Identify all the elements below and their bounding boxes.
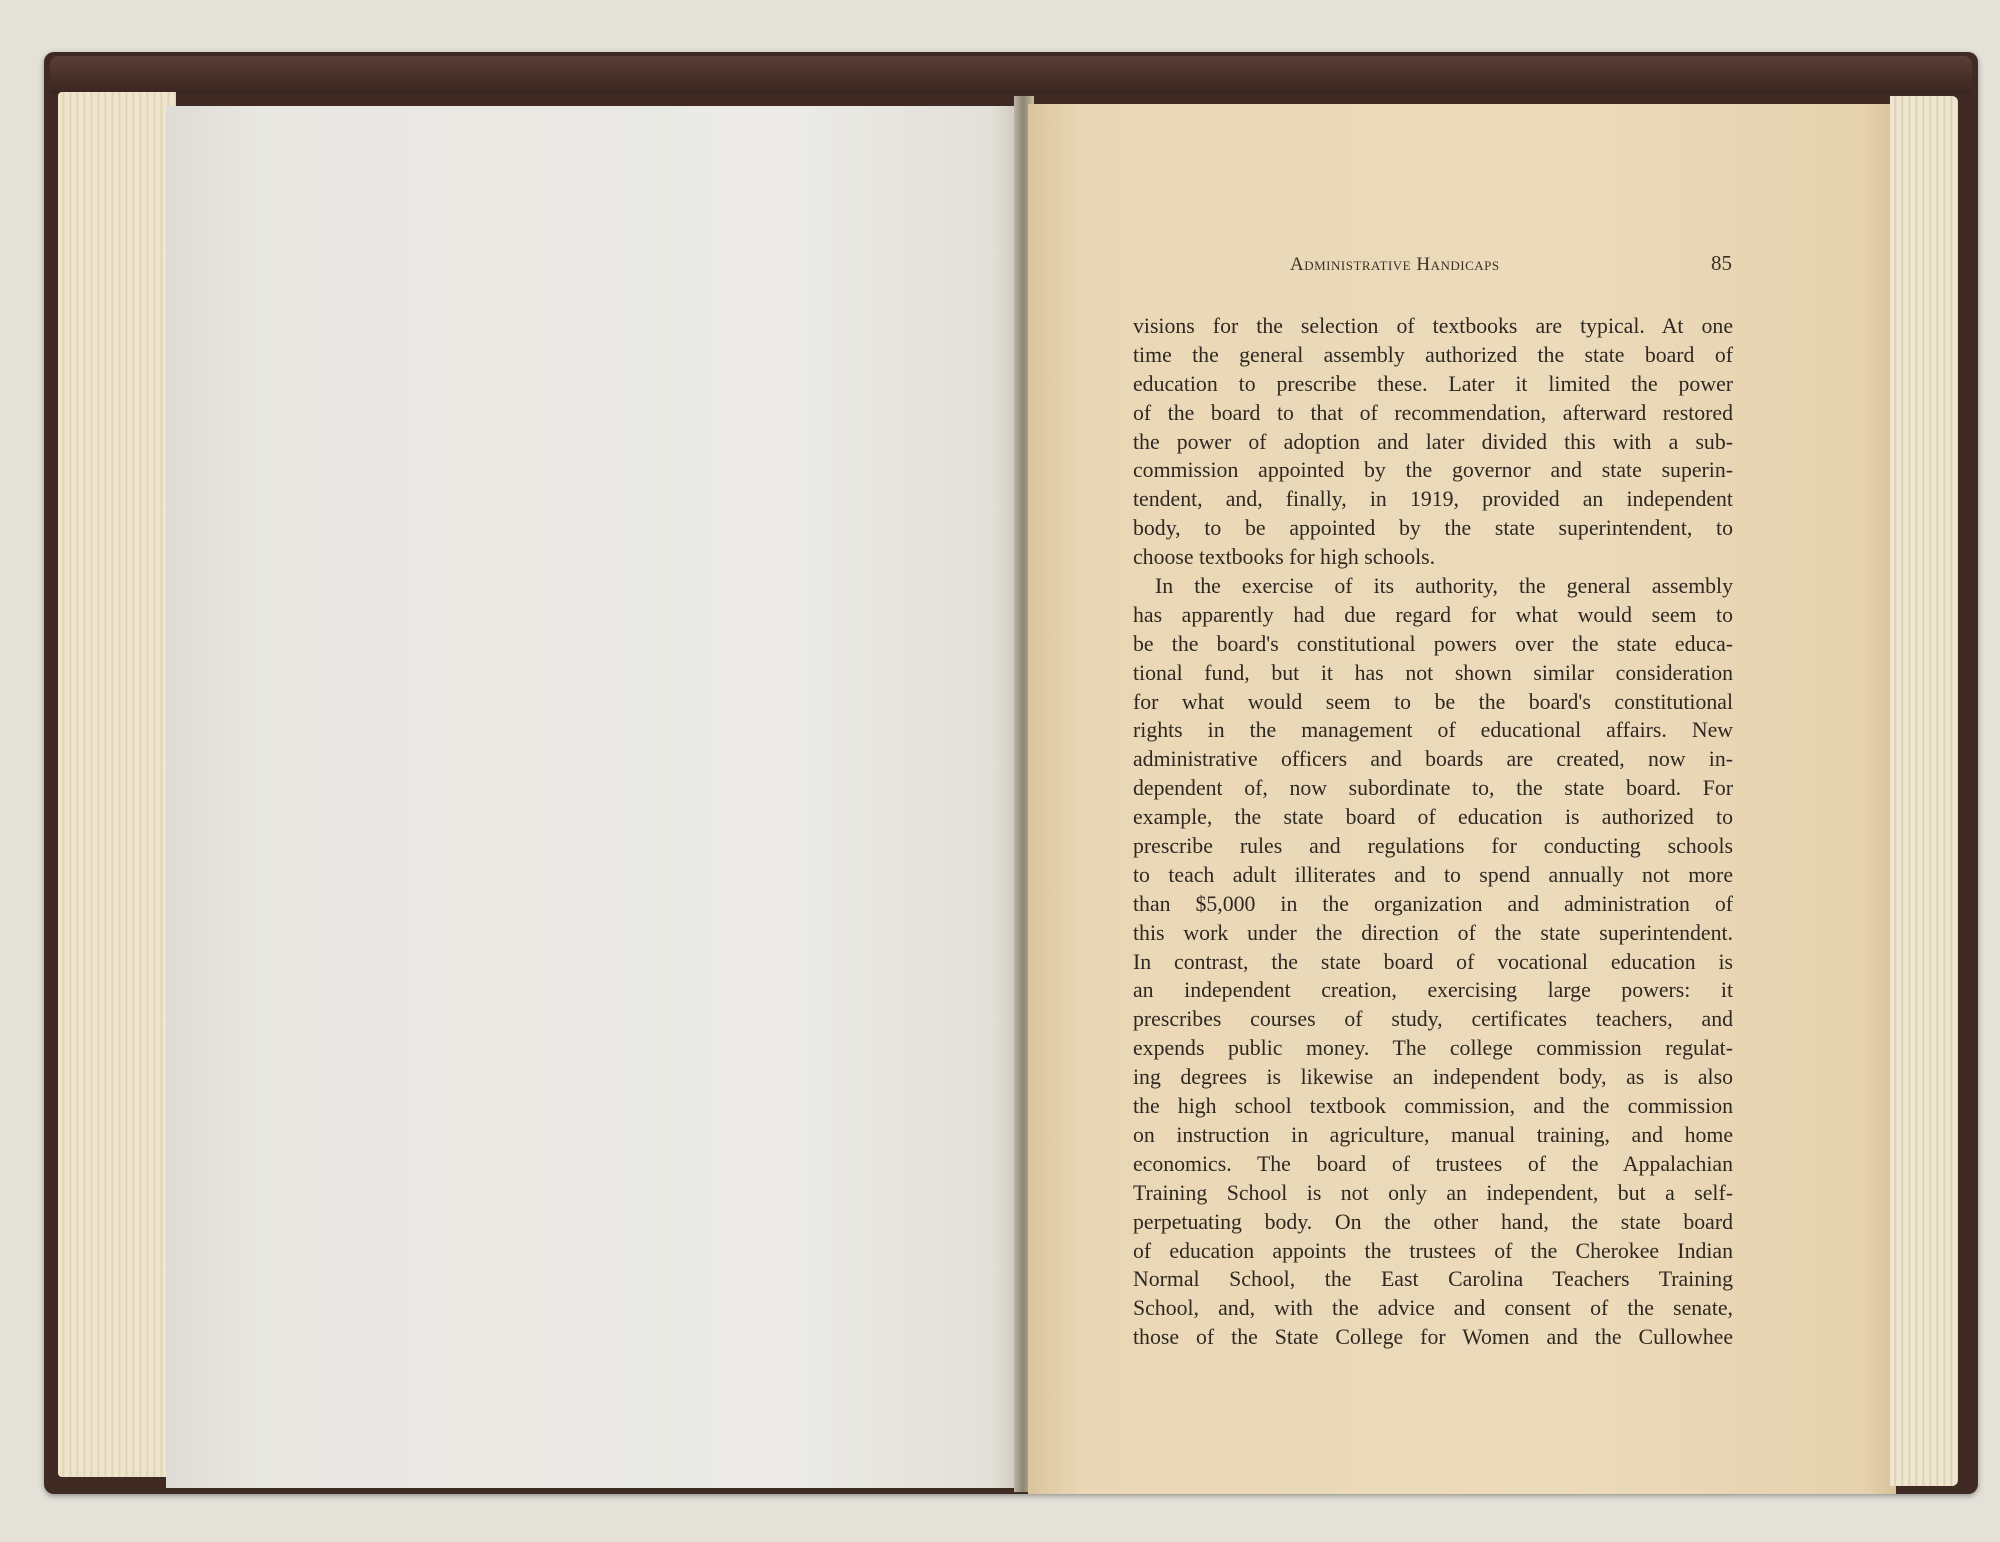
text-line: tendent, and, finally, in 1919, provided an independent bbox=[1133, 487, 1733, 512]
text-line: School, and, with the advice and consent of the senate, bbox=[1133, 1296, 1733, 1321]
text-line: to teach adult illiterates and to spend annually not more bbox=[1133, 862, 1733, 887]
text-line: administrative officers and boards are created, now in- bbox=[1133, 747, 1733, 772]
text-line: commission appointed by the governor and state superin- bbox=[1133, 458, 1733, 483]
page-number: 85 bbox=[1711, 251, 1732, 275]
left-page-stack bbox=[58, 92, 176, 1477]
book-cover-top-edge bbox=[50, 56, 1972, 94]
text-line: dependent of, now subordinate to, the state board. For bbox=[1133, 776, 1733, 801]
text-line: education to prescribe these. Later it limited the power bbox=[1133, 371, 1733, 396]
text-line: Training School is not only an independent, but a self- bbox=[1133, 1180, 1733, 1205]
text-line: this work under the direction of the state superintendent. bbox=[1133, 920, 1733, 945]
text-line: those of the State College for Women and the Cullowhee bbox=[1133, 1325, 1733, 1350]
text-line: an independent creation, exercising large powers: it bbox=[1133, 978, 1733, 1003]
text-line: the high school textbook commission, and the commission bbox=[1133, 1094, 1733, 1119]
text-line: has apparently had due regard for what would seem to bbox=[1133, 602, 1733, 627]
text-line: choose textbooks for high schools. bbox=[1133, 545, 1436, 570]
text-line: than $5,000 in the organization and administration of bbox=[1133, 891, 1733, 916]
text-line: on instruction in agriculture, manual training, and home bbox=[1133, 1122, 1733, 1147]
text-line: of education appoints the trustees of the Cherokee Indian bbox=[1133, 1238, 1733, 1263]
text-line: prescribe rules and regulations for conducting schools bbox=[1133, 834, 1733, 859]
text-line: for what would seem to be the board's constitutional bbox=[1133, 689, 1733, 714]
text-line: In the exercise of its authority, the general assembly bbox=[1155, 574, 1733, 599]
right-page-stack bbox=[1890, 96, 1958, 1486]
text-line: In contrast, the state board of vocational education is bbox=[1133, 949, 1733, 974]
body-text bbox=[1133, 312, 1733, 1352]
left-page-blank bbox=[166, 106, 1018, 1488]
text-line: prescribes courses of study, certificates teachers, and bbox=[1133, 1007, 1733, 1032]
text-line: the power of adoption and later divided this with a sub- bbox=[1133, 429, 1733, 454]
text-line: of the board to that of recommendation, afterward restored bbox=[1133, 400, 1733, 425]
text-line: example, the state board of education is authorized to bbox=[1133, 805, 1733, 830]
text-line: be the board's constitutional powers over the state educa- bbox=[1133, 631, 1733, 656]
text-line: perpetuating body. On the other hand, the state board bbox=[1133, 1209, 1733, 1234]
text-line: time the general assembly authorized the state board of bbox=[1133, 342, 1733, 367]
text-line: tional fund, but it has not shown similar consideration bbox=[1133, 660, 1733, 685]
text-line: economics. The board of trustees of the Appalachian bbox=[1133, 1151, 1733, 1176]
running-head: Administrative Handicaps bbox=[1290, 254, 1500, 275]
text-line: ing degrees is likewise an independent body, as is also bbox=[1133, 1065, 1733, 1090]
text-line: expends public money. The college commission regulat- bbox=[1133, 1036, 1733, 1061]
text-line: Normal School, the East Carolina Teachers Training bbox=[1133, 1267, 1733, 1292]
text-line: rights in the management of educational affairs. New bbox=[1133, 718, 1733, 743]
text-line: body, to be appointed by the state superintendent, to bbox=[1133, 516, 1733, 541]
text-line: visions for the selection of textbooks are typical. At one bbox=[1133, 314, 1733, 338]
